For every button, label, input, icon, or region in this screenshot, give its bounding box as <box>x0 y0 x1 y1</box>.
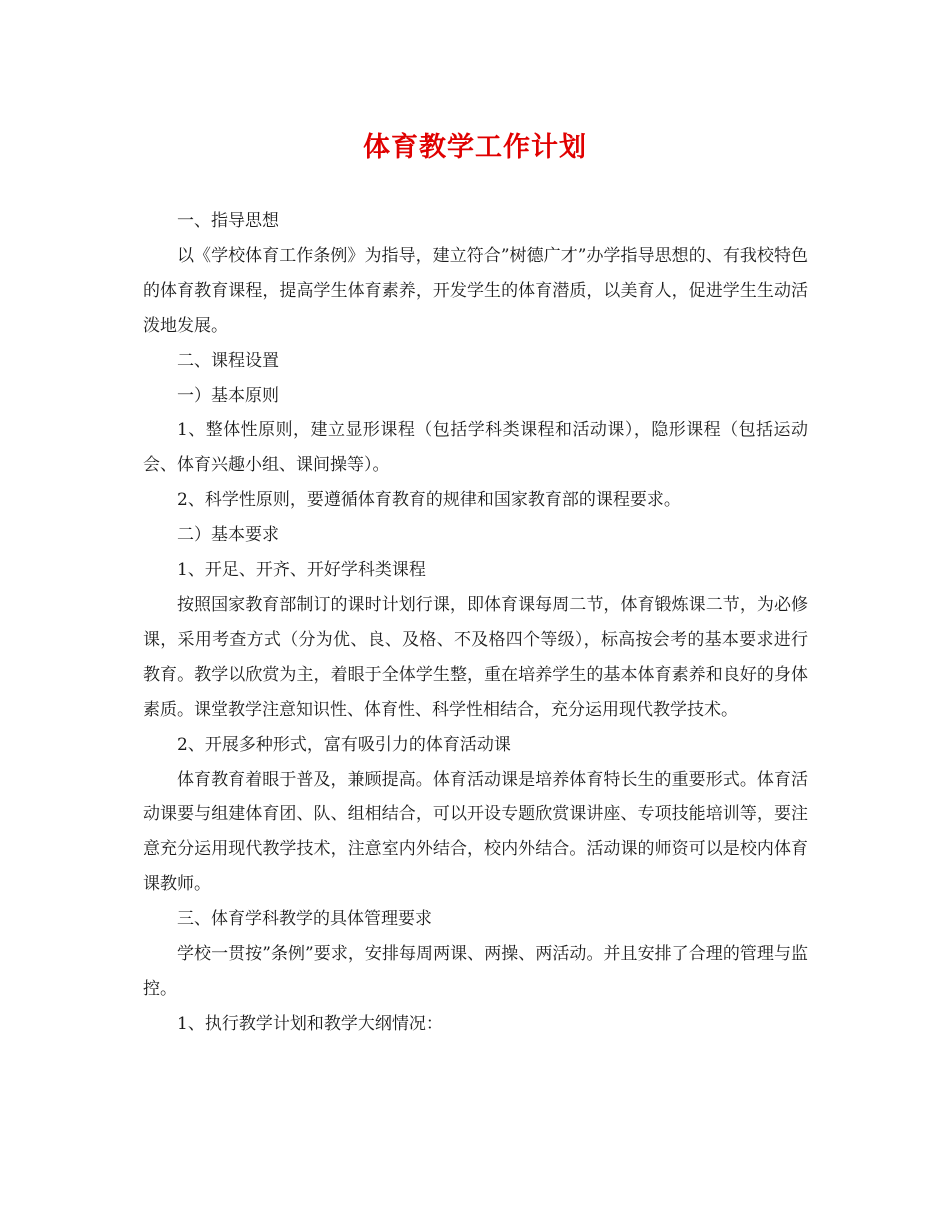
list-item: 1、开足、开齐、开好学科类课程 <box>177 560 426 581</box>
list-item: 2、开展多种形式，富有吸引力的体育活动课 <box>177 734 511 755</box>
list-item: 1、执行教学计划和教学大纲情况： <box>177 1013 443 1034</box>
subheading-basic-requirements: 二）基本要求 <box>177 525 279 546</box>
paragraph: 体育教育着眼于普及，兼顾提高。体育活动课是培养体育特长生的重要形式。体育活动课要与组建体育团、队、组相结合，可以开设专题欣赏课讲座、专项技能培训等，要注意充分运用现代教学技术，注意室内外结合，校内外结合。活动课的师资可以是校内体育课教师。 <box>143 769 808 895</box>
heading-guiding-ideology: 一、指导思想 <box>177 211 279 231</box>
paragraph: 学校一贯按”条例”要求，安排每周两课、两操、两活动。并且安排了合理的管理与监控。 <box>143 944 808 999</box>
paragraph: 按照国家教育部制订的课时计划行课，即体育课每周二节，体育锻炼课二节，为必修课，采用考查方式（分为优、良、及格、不及格四个等级），标高按会考的基本要求进行教育。教学以欣赏为主，着眼于全体学生整，重在培养学生的基本体育素养和良好的身体素质。课堂教学注意知识性、体育性、科学性相结合，充分运用现代教学技术。 <box>143 594 808 720</box>
paragraph: 以《学校体育工作条例》为指导，建立符合”树德广才”办学指导思想的、有我校特色的体育教育课程，提高学生体育素养，开发学生的体育潜质，以美育人，促进学生生动活泼地发展。 <box>143 245 808 336</box>
document-title: 体育教学工作计划 <box>363 132 587 163</box>
subheading-basic-principles: 一）基本原则 <box>177 385 279 406</box>
paragraph: 2、科学性原则，要遵循体育教育的规律和国家教育部的课程要求。 <box>177 490 681 511</box>
heading-curriculum-setup: 二、课程设置 <box>177 350 279 371</box>
heading-management-requirements: 三、体育学科教学的具体管理要求 <box>177 909 432 930</box>
document-body <box>143 204 808 1042</box>
paragraph: 1、整体性原则，建立显形课程（包括学科类课程和活动课），隐形课程（包括运动会、体育兴趣小组、课间操等）。 <box>143 420 808 476</box>
